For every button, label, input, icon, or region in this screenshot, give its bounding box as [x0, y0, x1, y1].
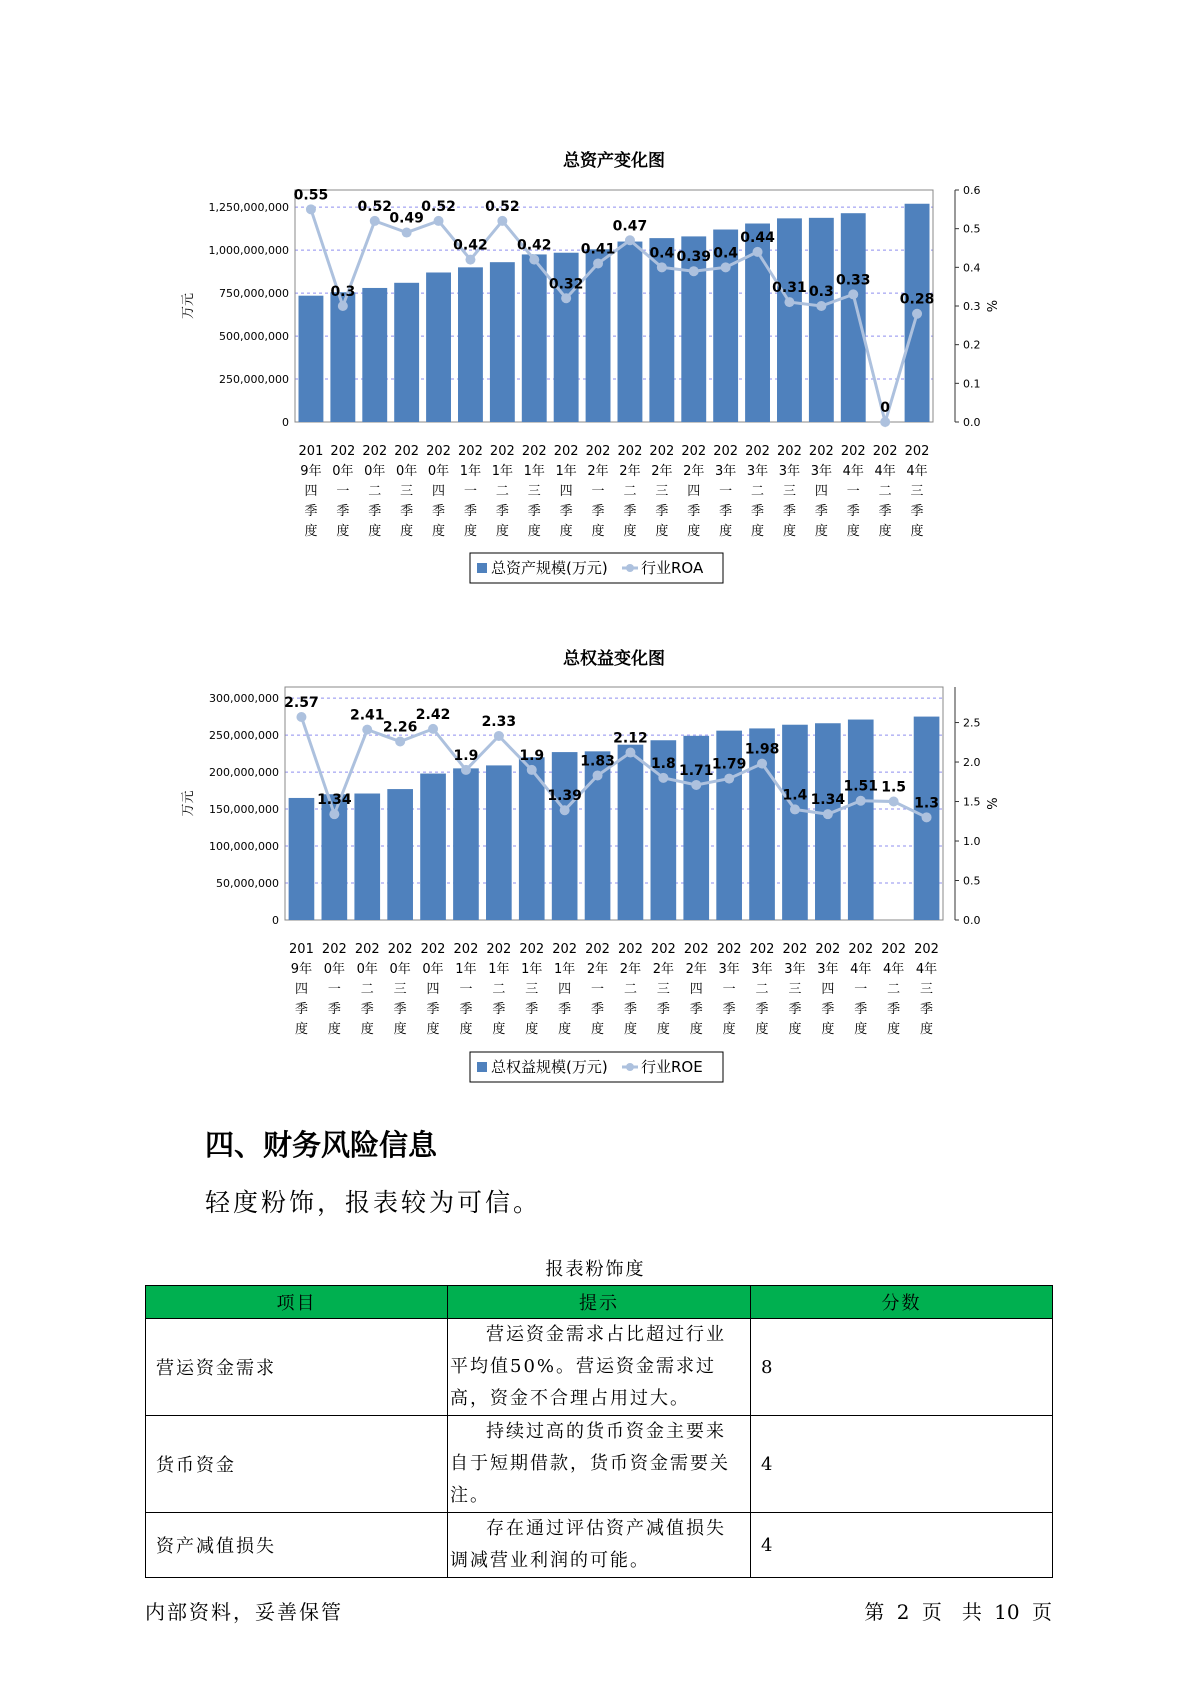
data-label: 0.39	[676, 249, 712, 266]
bar	[354, 794, 380, 920]
data-label: 1.83	[580, 753, 615, 770]
data-label: 1.3	[914, 795, 939, 812]
data-label: 1.9	[519, 747, 545, 764]
row-item: 营运资金需求	[146, 1319, 448, 1416]
data-label: 0.52	[357, 198, 393, 215]
line-point	[370, 216, 380, 226]
line-point	[848, 289, 858, 299]
data-label: 2.26	[382, 719, 418, 736]
y-tick-label: 50,000,000	[216, 877, 279, 891]
y-tick-label: 250,000,000	[209, 729, 279, 743]
x-tick-label: 202 1年一季度	[458, 444, 483, 539]
y2-tick-label: 0.4	[963, 261, 981, 275]
y2-tick-label: 0.5	[963, 874, 981, 888]
table-row	[146, 1416, 1053, 1513]
table-row	[146, 1513, 1053, 1578]
bar	[394, 283, 419, 422]
legend-line-marker	[626, 564, 634, 572]
whitewash-table	[145, 1285, 1053, 1578]
line-point	[724, 774, 734, 784]
y-tick-label: 0	[282, 416, 289, 429]
y2-tick-label: 0.0	[963, 914, 981, 927]
data-label: 2.57	[284, 695, 319, 712]
line-point	[625, 748, 635, 758]
data-label: 0.55	[293, 187, 329, 204]
x-tick-label: 202 0年一季度	[321, 942, 347, 1037]
x-tick-label: 202 2年三季度	[650, 942, 676, 1037]
line-point	[721, 262, 731, 272]
x-tick-label: 202 4年二季度	[872, 444, 898, 539]
bar	[782, 725, 808, 920]
bar	[453, 768, 479, 920]
line-point	[338, 301, 348, 311]
data-label: 0.42	[516, 237, 552, 254]
data-label: 1.5	[881, 779, 907, 796]
data-label: 1.34	[810, 792, 846, 809]
x-tick-label: 202 1年四季度	[553, 444, 579, 539]
y2-tick-label: 0.1	[963, 377, 981, 391]
y-axis-label: 万元	[181, 790, 196, 817]
x-tick-label: 201 9年四季度	[289, 942, 314, 1037]
x-tick-label: 202 0年三季度	[394, 444, 420, 539]
legend-bar-swatch	[477, 1062, 487, 1072]
chart-legend	[470, 1052, 723, 1082]
data-label: 1.71	[678, 762, 714, 779]
x-tick-label: 202 0年四季度	[420, 942, 446, 1037]
legend-bar-swatch	[477, 563, 487, 573]
y-tick-label: 0	[272, 914, 279, 927]
x-tick-label: 202 2年一季度	[585, 444, 611, 539]
y-tick-label: 1,250,000,000	[208, 201, 289, 215]
data-label: 1.98	[744, 741, 780, 758]
section-text: 轻度粉饰，报表较为可信。	[205, 1188, 542, 1217]
x-tick-label: 202 1年三季度	[519, 942, 545, 1037]
row-score: 8	[751, 1319, 1053, 1416]
bar	[362, 288, 387, 422]
y2-tick-label: 1.5	[963, 795, 981, 809]
bar	[426, 272, 451, 422]
bar	[618, 745, 644, 920]
bar	[552, 752, 578, 920]
x-tick-label: 202 3年一季度	[713, 444, 739, 539]
line-point	[593, 770, 603, 780]
x-tick-label: 202 3年二季度	[745, 444, 770, 539]
y-tick-label: 300,000,000	[209, 692, 279, 706]
y-tick-label: 750,000,000	[219, 287, 289, 301]
x-tick-label: 202 3年一季度	[716, 942, 742, 1037]
y-axis-label: 万元	[181, 292, 196, 320]
header-tip: 提示	[448, 1286, 751, 1319]
line-point	[912, 309, 922, 319]
page-number: 第 2 页 共 10 页	[864, 1600, 1052, 1624]
line-point	[922, 812, 932, 822]
data-label: 2.12	[613, 730, 648, 747]
table-row	[146, 1319, 1053, 1416]
x-tick-label: 202 2年四季度	[681, 444, 707, 539]
x-tick-label: 202 1年二季度	[486, 942, 512, 1037]
row-tip: 营运资金需求占比超过行业平均值50%。营运资金需求过高，资金不合理占用过大。	[448, 1319, 751, 1416]
data-label: 0.33	[835, 272, 871, 289]
line-point	[561, 293, 571, 303]
line-point	[691, 780, 701, 790]
x-tick-label: 202 2年四季度	[683, 942, 709, 1037]
line-point	[306, 204, 316, 214]
x-tick-label: 202 0年四季度	[426, 444, 451, 539]
header-item: 项目	[146, 1286, 448, 1319]
bar	[420, 774, 446, 920]
legend-line-label: 行业ROA	[641, 559, 704, 577]
data-label: 1.39	[547, 788, 582, 805]
x-tick-label: 202 0年二季度	[354, 942, 380, 1037]
data-label: 0.3	[330, 284, 356, 300]
row-score: 4	[751, 1416, 1053, 1513]
row-score: 4	[751, 1513, 1053, 1578]
x-tick-label: 202 2年一季度	[585, 942, 610, 1037]
data-label: 0.32	[548, 276, 584, 293]
x-tick-label: 202 3年三季度	[777, 444, 802, 539]
y2-tick-label: 0.0	[963, 416, 981, 429]
x-tick-label: 202 4年三季度	[914, 942, 939, 1037]
bar	[815, 723, 841, 920]
line-point	[395, 736, 405, 746]
bar	[848, 720, 874, 920]
data-label: 1.79	[711, 756, 747, 773]
y2-tick-label: 0.2	[963, 338, 981, 352]
line-point	[296, 712, 306, 722]
row-item: 货币资金	[146, 1416, 448, 1513]
legend-bar-label: 总权益规模(万元)	[491, 1058, 608, 1076]
y2-tick-label: 0.5	[963, 222, 981, 236]
x-tick-label: 202 1年一季度	[453, 942, 479, 1037]
line-point	[689, 266, 699, 276]
bar	[486, 765, 512, 920]
line-point	[402, 228, 412, 238]
line-point	[823, 809, 833, 819]
data-label: 0.31	[772, 280, 807, 297]
bar	[490, 262, 515, 422]
legend-bar-label: 总资产规模(万元)	[491, 559, 608, 577]
data-label: 2.42	[415, 706, 451, 723]
line-point	[461, 765, 471, 775]
total-assets-chart	[0, 0, 1191, 600]
bar	[289, 798, 315, 920]
line-point	[625, 235, 635, 245]
x-tick-label: 202 0年二季度	[362, 444, 388, 539]
line-point	[527, 765, 537, 775]
x-tick-label: 202 1年二季度	[489, 444, 515, 539]
bar	[586, 249, 611, 422]
bar	[387, 789, 413, 920]
x-tick-label: 202 3年二季度	[749, 942, 775, 1037]
x-tick-label: 202 0年三季度	[387, 942, 413, 1037]
bar	[809, 218, 834, 422]
line-point	[757, 759, 767, 769]
data-label: 0.41	[580, 241, 616, 258]
line-point	[428, 724, 438, 734]
data-label: 0.42	[453, 237, 488, 254]
data-label: 0.4	[713, 245, 739, 262]
line-point	[593, 258, 603, 268]
table-header-row	[146, 1286, 1053, 1319]
line-point	[560, 805, 570, 815]
y2-tick-label: 1.0	[963, 835, 981, 849]
x-tick-label: 202 4年三季度	[904, 444, 930, 539]
x-tick-label: 202 1年三季度	[521, 444, 547, 539]
x-tick-label: 202 2年二季度	[617, 444, 643, 539]
x-tick-label: 202 3年四季度	[815, 942, 841, 1037]
line-point	[790, 804, 800, 814]
x-tick-label: 202 1年四季度	[552, 942, 578, 1037]
footer-confidential: 内部资料，妥善保管	[145, 1600, 343, 1624]
chart-title: 总权益变化图	[563, 649, 665, 669]
x-tick-label: 202 4年一季度	[848, 942, 874, 1037]
chart-legend	[470, 553, 723, 583]
y2-tick-label: 0.6	[963, 184, 981, 197]
table-caption: 报表粉饰度	[545, 1259, 646, 1280]
line-point	[494, 731, 504, 741]
header-score: 分数	[751, 1286, 1053, 1319]
section-heading: 四、财务风险信息	[205, 1128, 438, 1162]
line-point	[753, 247, 763, 257]
legend-line-marker	[626, 1063, 634, 1071]
x-tick-label: 202 3年四季度	[808, 444, 834, 539]
data-label: 0.52	[421, 198, 456, 215]
data-label: 0	[880, 400, 891, 416]
y-tick-label: 100,000,000	[209, 840, 279, 854]
y-tick-label: 1,000,000,000	[208, 244, 289, 258]
data-label: 1.51	[843, 778, 879, 795]
bar	[330, 292, 355, 422]
x-tick-label: 202 2年二季度	[618, 942, 643, 1037]
y2-tick-label: 0.3	[963, 300, 981, 313]
line-point	[529, 255, 539, 265]
line-point	[658, 773, 668, 783]
data-label: 0.3	[808, 284, 834, 300]
y-tick-label: 500,000,000	[219, 330, 289, 344]
bar	[618, 242, 643, 422]
y-tick-label: 200,000,000	[209, 766, 279, 780]
line-point	[856, 796, 866, 806]
y2-tick-label: 2.0	[963, 756, 981, 770]
line-point	[784, 297, 794, 307]
row-item: 资产减值损失	[146, 1513, 448, 1578]
x-tick-label: 202 4年一季度	[840, 444, 866, 539]
x-tick-label: 202 0年一季度	[330, 444, 356, 539]
data-label: 0.44	[740, 229, 775, 246]
line-point	[362, 725, 372, 735]
data-label: 0.47	[612, 218, 648, 235]
line-point	[657, 262, 667, 272]
y2-axis-label: %	[986, 299, 1001, 313]
data-label: 0.28	[899, 291, 935, 308]
chart-title: 总资产变化图	[563, 151, 665, 171]
data-label: 0.49	[389, 210, 424, 227]
bar	[299, 296, 324, 422]
line-point	[889, 797, 899, 807]
legend-line-label: 行业ROE	[641, 1058, 703, 1076]
bar	[522, 254, 547, 422]
data-label: 1.4	[782, 787, 808, 804]
line-point	[816, 301, 826, 311]
bar	[458, 267, 483, 422]
data-label: 1.8	[650, 755, 676, 772]
line-point	[329, 809, 339, 819]
y2-axis-label: %	[986, 797, 1001, 810]
bar	[841, 213, 866, 422]
y2-tick-label: 2.5	[963, 716, 981, 730]
y-tick-label: 250,000,000	[219, 373, 289, 387]
total-equity-chart	[0, 600, 1191, 1120]
data-label: 2.33	[481, 713, 517, 730]
x-tick-label: 201 9年四季度	[298, 444, 324, 539]
data-label: 2.41	[349, 707, 385, 724]
row-tip: 持续过高的货币资金主要来自于短期借款，货币资金需要关注。	[448, 1416, 751, 1513]
line-point	[880, 417, 890, 427]
data-label: 1.9	[453, 747, 479, 764]
x-tick-label: 202 3年三季度	[782, 942, 808, 1037]
data-label: 0.4	[649, 245, 675, 262]
line-point	[434, 216, 444, 226]
data-label: 0.52	[485, 198, 520, 215]
data-label: 1.34	[317, 792, 352, 809]
x-tick-label: 202 2年三季度	[649, 444, 675, 539]
line-point	[465, 255, 475, 265]
line-point	[497, 216, 507, 226]
x-tick-label: 202 4年二季度	[881, 942, 907, 1037]
row-tip: 存在通过评估资产减值损失调减营业利润的可能。	[448, 1513, 751, 1578]
y-tick-label: 150,000,000	[209, 803, 279, 817]
bar	[777, 218, 802, 422]
